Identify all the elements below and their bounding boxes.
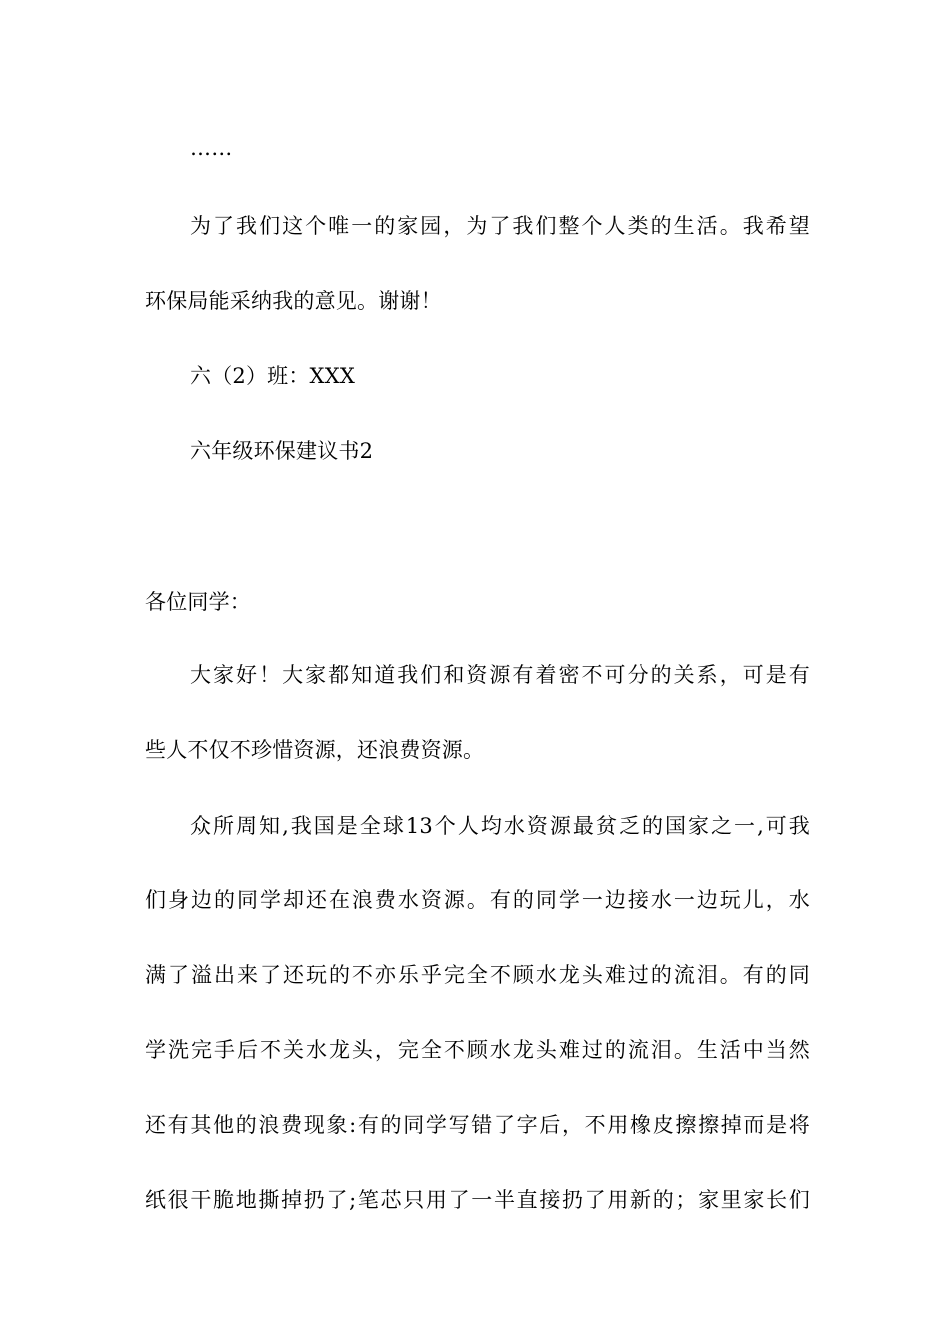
paragraph-line: 们身边的同学却还在浪费水资源。有的同学一边接水一边玩儿，水 <box>145 888 810 912</box>
section-title: 六年级环保建议书2 <box>190 439 374 463</box>
paragraph-line: 还有其他的浪费现象:有的同学写错了字后，不用橡皮擦擦掉而是将 <box>145 1113 810 1137</box>
paragraph-line: 为了我们这个唯一的家园，为了我们整个人类的生活。我希望 <box>190 214 810 238</box>
paragraph-line: 满了溢出来了还玩的不亦乐乎完全不顾水龙头难过的流泪。有的同 <box>145 963 810 987</box>
paragraph-line: 纸很干脆地撕掉扔了;笔芯只用了一半直接扔了用新的；家里家长们 <box>145 1188 810 1212</box>
ellipsis: …… <box>190 136 233 160</box>
paragraph-line: 环保局能采纳我的意见。谢谢！ <box>145 289 442 313</box>
salutation: 各位同学： <box>145 590 251 614</box>
paragraph-line: 众所周知,我国是全球13个人均水资源最贫乏的国家之一,可我 <box>190 814 810 838</box>
paragraph-line: 学洗完手后不关水龙头，完全不顾水龙头难过的流泪。生活中当然 <box>145 1038 810 1062</box>
paragraph-line: 些人不仅不珍惜资源，还浪费资源。 <box>145 738 485 762</box>
paragraph-line: 大家好！大家都知道我们和资源有着密不可分的关系，可是有 <box>190 663 810 687</box>
signature: 六（2）班：XXX <box>190 364 356 388</box>
